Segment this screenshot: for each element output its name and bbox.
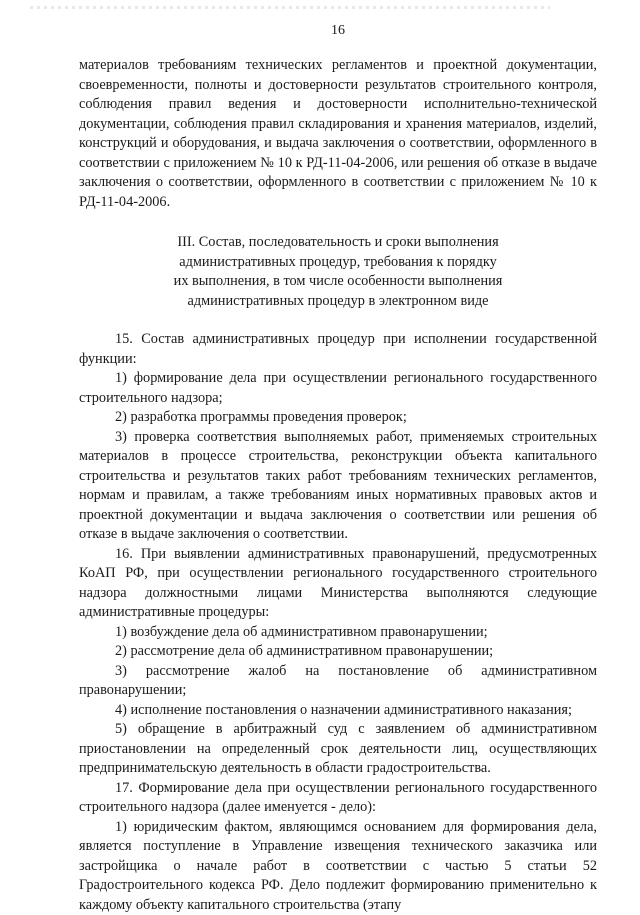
section-title-line: III. Состав, последовательность и сроки выполнения: [79, 233, 597, 253]
list-item: 5) обращение в арбитражный суд с заявлением об административном приостановлении на определенный срок деятельности лиц, осуществляющих предпринимательскую деятельность в области градостроительства.: [79, 720, 597, 779]
list-item: 1) возбуждение дела об административном правонарушении;: [79, 623, 597, 643]
paragraph-17: 17. Формирование дела при осуществлении регионального государственного строительного надзора (далее именуется - дело):: [79, 779, 597, 818]
list-item: 3) рассмотрение жалоб на постановление об административном правонарушении;: [79, 662, 597, 701]
scan-artifact: [30, 6, 550, 9]
list-item: 1) формирование дела при осуществлении регионального государственного строительного надзора;: [79, 369, 597, 408]
list-item: 1) юридическим фактом, являющимся основанием для формирования дела, является поступление в Управление извещения технического заказчика или застройщика о начале работ в соответствии с частью 5 статьи 52 Градостроительного кодекса РФ. Дело подлежит формированию применительно к каждому объекту капитального строительства (этапу: [79, 818, 597, 915]
list-item: 2) рассмотрение дела об административном правонарушении;: [79, 642, 597, 662]
intro-paragraph: материалов требованиям технических регламентов и проектной документации, своевременности, полноты и достоверности результатов строительного контроля, соблюдения правил ведения и достоверности исполнительно-технической документации, соблюдения правил складирования и хранения материалов, изделий, конструкций и оборудования, и выдача заключения о соответствии, оформленного в соответствии с приложением № 10 к РД-11-04-2006, или решения об отказе в выдаче заключения о соответствии, оформленного в соответствии с приложением № 10 к РД-11-04-2006.: [79, 56, 597, 212]
page-number: 16: [79, 22, 597, 40]
document-body: [79, 56, 597, 915]
document-page: [79, 22, 597, 915]
list-item: 2) разработка программы проведения проверок;: [79, 408, 597, 428]
paragraph-16: 16. При выявлении административных правонарушений, предусмотренных КоАП РФ, при осуществлении регионального государственного строительного надзора должностными лицами Министерства выполняются следующие административные процедуры:: [79, 545, 597, 623]
section-title-line: административных процедур, требования к порядку: [79, 253, 597, 273]
section-title-line: их выполнения, в том числе особенности выполнения: [79, 272, 597, 292]
list-item: 3) проверка соответствия выполняемых работ, применяемых строительных материалов в процессе строительства, реконструкции объекта капитального строительства и результатов таких работ требованиям технических регламентов, нормам и правилам, а также требованиям иных нормативных правовых актов и проектной документации и выдача заключения о соответствии или решения об отказе в выдаче заключения о соответствии.: [79, 428, 597, 545]
paragraph-15: 15. Состав административных процедур при исполнении государственной функции:: [79, 330, 597, 369]
section-title: [79, 233, 597, 311]
list-item: 4) исполнение постановления о назначении административного наказания;: [79, 701, 597, 721]
section-title-line: административных процедур в электронном виде: [79, 292, 597, 312]
